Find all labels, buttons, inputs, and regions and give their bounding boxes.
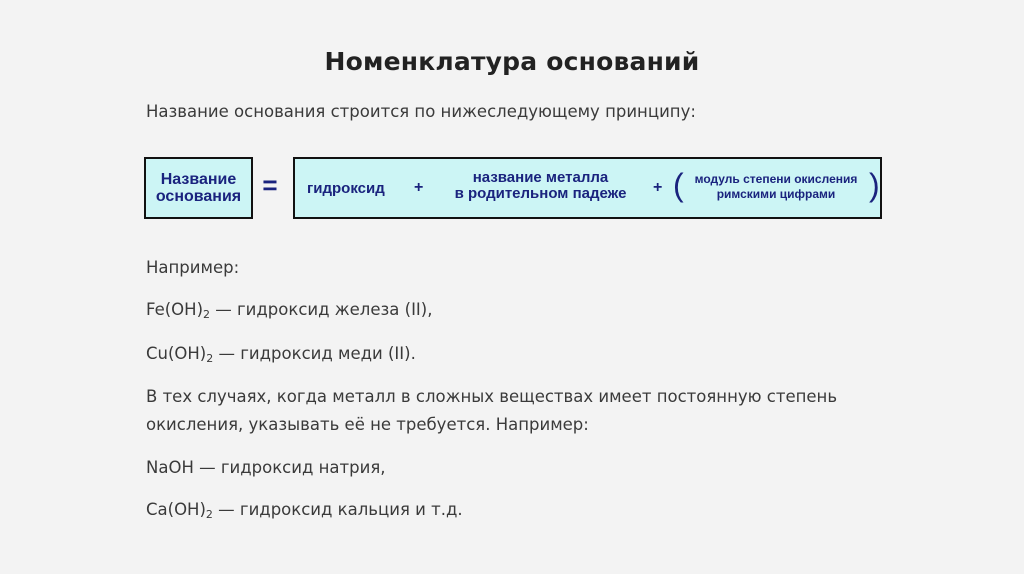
example-ca <box>146 500 463 521</box>
oxidation-state-term <box>683 172 869 202</box>
open-paren: ( <box>673 167 684 203</box>
example-fe-text: — гидроксид железа (II), <box>210 300 433 319</box>
base-name-box <box>144 157 253 219</box>
example-ca-formula: Ca(OH) <box>146 500 206 519</box>
metal-name-term <box>427 170 654 202</box>
example-na-text: — гидроксид натрия, <box>193 458 386 477</box>
metal-name-line2: в родительном падеже <box>454 185 627 202</box>
example-cu-sub: 2 <box>206 352 214 365</box>
oxidation-line1: модуль степени окисления <box>694 172 858 186</box>
example-fe-formula: Fe(OH) <box>146 300 204 319</box>
example-cu-formula: Cu(OH) <box>146 344 207 363</box>
example-ca-sub: 2 <box>205 508 213 521</box>
example-cu-text: — гидроксид меди (II). <box>213 344 416 363</box>
example-na <box>146 458 386 477</box>
note-text: В тех случаях, когда металл в сложных веществах имеет постоянную степень окисления, указывать её не требуется. Например: <box>146 387 838 434</box>
equals-sign: = <box>262 170 278 200</box>
oxidation-line2: римскими цифрами <box>716 187 836 201</box>
plus-sign-1: + <box>414 179 424 196</box>
formula-box <box>293 157 882 219</box>
example-fe-sub: 2 <box>203 308 211 321</box>
metal-name-line1: название металла <box>472 169 609 186</box>
example-label: Например: <box>146 258 240 277</box>
example-ca-text: — гидроксид кальция и т.д. <box>212 500 463 519</box>
example-na-formula: NaOH <box>146 458 194 477</box>
slide-title: Номенклатура оснований <box>324 47 700 76</box>
example-fe <box>146 300 432 321</box>
base-name-line2: основания <box>155 188 242 205</box>
close-paren: ) <box>869 167 880 203</box>
hydroxide-term: гидроксид <box>307 180 385 197</box>
example-cu <box>146 344 416 365</box>
plus-sign-2: + <box>653 179 663 196</box>
base-name-line1: Название <box>160 171 237 188</box>
intro-text: Название основания строится по нижеследующему принципу: <box>146 102 696 121</box>
